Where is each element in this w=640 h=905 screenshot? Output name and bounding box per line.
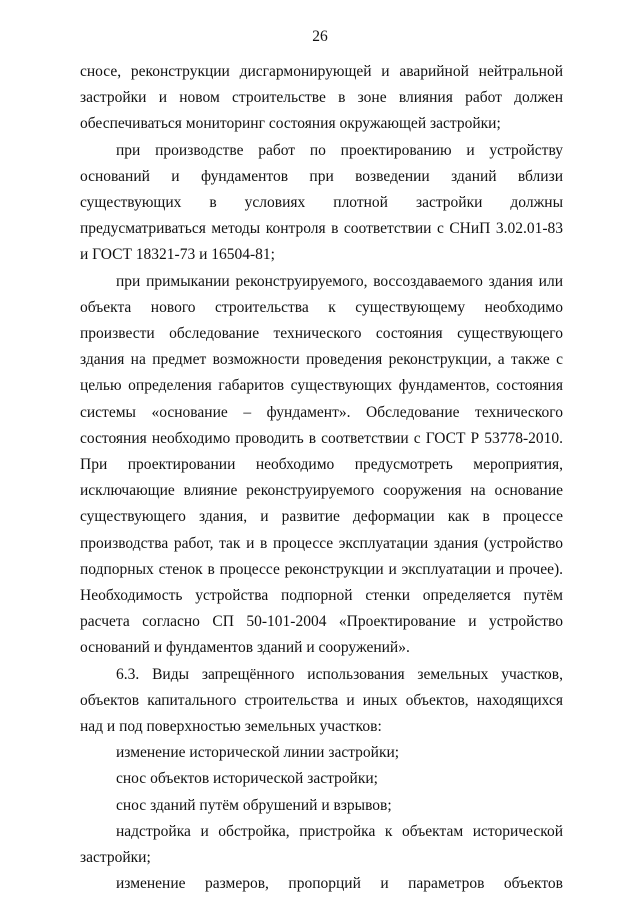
document-body <box>80 59 563 898</box>
list-item-historical-line: изменение исторической линии застройки; <box>116 744 400 762</box>
list-item-historical-demolition: снос объектов исторической застройки; <box>116 770 378 788</box>
paragraph-monitoring: сносе, реконструкции дисгармонирующей и аварийной нейтральной застройки и новом строительстве в зоне влияния работ должен обеспечиваться мониторинг состояния окружающей застройки; <box>80 63 563 133</box>
list-item-superstructure: надстройка и обстройка, пристройка к объектам исторической застройки; <box>80 822 563 867</box>
list-item-explosive-demolition: снос зданий путём обрушений и взрывов; <box>116 796 392 814</box>
paragraph-foundation-control: при производстве работ по проектированию и устройству оснований и фундаментов при возведении зданий вблизи существующих в условиях плотной застройки должны предусматриваться методы контроля в соответствии с СНиП 3.02.01-83 и ГОСТ 18321-73 и 16504-81; <box>80 141 563 264</box>
paragraph-section-6-3: 6.3. Виды запрещённого использования земельных участков, объектов капитального строительства и иных объектов, находящихся над и под поверхностью земельных участков: <box>80 665 563 736</box>
page-number: 26 <box>312 28 328 45</box>
list-item-size-change: изменение размеров, пропорций и параметров объектов <box>116 875 563 893</box>
paragraph-adjacent-building-survey: при примыкании реконструируемого, воссоздаваемого здания или объекта нового строительства к существующему необходимо произвести обследование технического состояния существующего здания на предмет возможности проведения реконструкции, а также с целью определения габаритов существующих фундаментов, состояния системы «основание – фундамент». Обследование технического состояния необходимо проводить в соответствии с ГОСТ Р 53778-2010. При проектировании необходимо предусмотреть мероприятия, исключающие влияние реконструируемого сооружения на основание существующего здания, и развитие деформации как в процессе производства работ, так и в процессе эксплуатации здания (устройство подпорных стенок в процессе реконструкции и эксплуатации и прочее). Необходимость устройства подпорной стенки определяется путём расчета согласно СП 50-101-2004 «Проектирование и устройство оснований и фундаментов зданий и сооружений». <box>80 272 563 657</box>
